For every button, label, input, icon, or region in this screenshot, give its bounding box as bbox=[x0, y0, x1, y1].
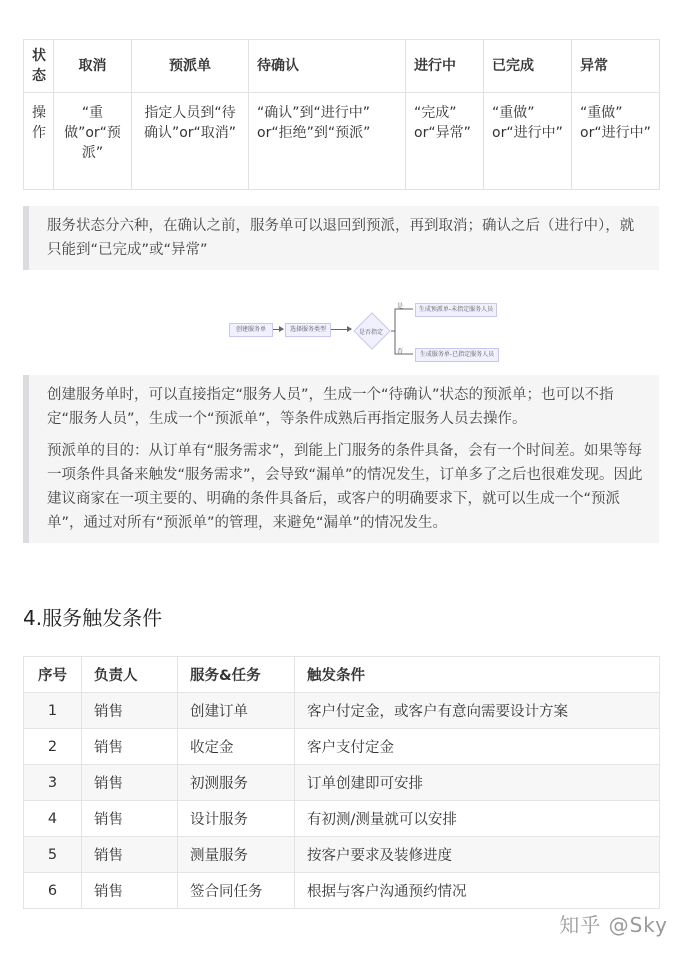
table-cell: 销售 bbox=[82, 801, 178, 837]
table-row bbox=[24, 693, 660, 729]
status-cell: “重做” or“进行中” bbox=[572, 93, 660, 190]
status-cell: “完成” or“异常” bbox=[406, 93, 484, 190]
header-cell: 负责人 bbox=[82, 657, 178, 693]
service-trigger-table bbox=[23, 656, 660, 909]
status-header-cell: 取消 bbox=[54, 40, 132, 93]
table-cell: 根据与客户沟通预约情况 bbox=[295, 873, 660, 909]
flow-no-label: 否 bbox=[397, 348, 404, 355]
table-cell: 创建订单 bbox=[178, 693, 295, 729]
table-cell: 销售 bbox=[82, 729, 178, 765]
flow-decision-label: 是否指定 bbox=[359, 329, 384, 336]
status-table-row bbox=[24, 93, 660, 190]
table-cell: 按客户要求及装修进度 bbox=[295, 837, 660, 873]
table-cell: 有初测/测量就可以安排 bbox=[295, 801, 660, 837]
table-cell: 客户付定金，或客户有意向需要设计方案 bbox=[295, 693, 660, 729]
table-cell: 收定金 bbox=[178, 729, 295, 765]
service-flow-diagram bbox=[201, 296, 501, 364]
header-cell: 服务&任务 bbox=[178, 657, 295, 693]
note-paragraph: 创建服务单时，可以直接指定“服务人员”，生成一个“待确认”状态的预派单；也可以不指定“服务人员”，生成一个“预派单”，等条件成熟后再指定服务人员去操作。 bbox=[47, 387, 614, 427]
table-row bbox=[24, 801, 660, 837]
table-cell: 6 bbox=[24, 873, 82, 909]
flow-step-node: 选择服务类型 bbox=[285, 323, 331, 337]
table-cell: 销售 bbox=[82, 693, 178, 729]
table-cell: 3 bbox=[24, 765, 82, 801]
flow-arrow bbox=[331, 329, 351, 330]
table-cell: 设计服务 bbox=[178, 801, 295, 837]
table-cell: 5 bbox=[24, 837, 82, 873]
section-title: 4.服务触发条件 bbox=[23, 606, 163, 630]
create-order-note bbox=[23, 375, 659, 543]
table-row bbox=[24, 873, 660, 909]
flow-arrow bbox=[273, 329, 283, 330]
header-cell: 序号 bbox=[24, 657, 82, 693]
flow-no-result-node: 生成服务单-已指定服务人员 bbox=[415, 348, 499, 362]
status-cell: “确认”到“进行中” or“拒绝”到“预派” bbox=[249, 93, 406, 190]
table-cell: 销售 bbox=[82, 765, 178, 801]
table-cell: 初测服务 bbox=[178, 765, 295, 801]
status-header-cell: 状态 bbox=[24, 40, 54, 93]
table-row bbox=[24, 765, 660, 801]
service-table-header-row bbox=[24, 657, 660, 693]
table-cell: 测量服务 bbox=[178, 837, 295, 873]
status-cell: 指定人员到“待确认”or“取消” bbox=[132, 93, 249, 190]
table-cell: 2 bbox=[24, 729, 82, 765]
watermark: 知乎 @Sky bbox=[559, 913, 668, 937]
status-header-cell: 进行中 bbox=[406, 40, 484, 93]
status-header-cell: 异常 bbox=[572, 40, 660, 93]
table-cell: 销售 bbox=[82, 837, 178, 873]
status-cell: 操作 bbox=[24, 93, 54, 190]
table-cell: 4 bbox=[24, 801, 82, 837]
table-row bbox=[24, 837, 660, 873]
header-cell: 触发条件 bbox=[295, 657, 660, 693]
status-header-cell: 已完成 bbox=[484, 40, 572, 93]
status-header-cell: 待确认 bbox=[249, 40, 406, 93]
table-cell: 订单创建即可安排 bbox=[295, 765, 660, 801]
status-cell: “重做”or“预派” bbox=[54, 93, 132, 190]
table-cell: 签合同任务 bbox=[178, 873, 295, 909]
table-row bbox=[24, 729, 660, 765]
status-cell: “重做” or“进行中” bbox=[484, 93, 572, 190]
table-cell: 客户支付定金 bbox=[295, 729, 660, 765]
status-note bbox=[23, 206, 659, 270]
table-cell: 1 bbox=[24, 693, 82, 729]
table-cell: 销售 bbox=[82, 873, 178, 909]
flow-yes-label: 是 bbox=[397, 303, 404, 310]
note-paragraph: 预派单的目的：从订单有“服务需求”，到能上门服务的条件具备，会有一个时间差。如果等每一项条件具备来触发“服务需求”，会导致“漏单”的情况发生，订单多了之后也很难发现。因此建议商家在一项主要的、明确的条件具备后，或客户的明确要求下，就可以生成一个“预派单”，通过对所有“预派单”的管理，来避免“漏单”的情况发生。 bbox=[47, 443, 643, 531]
status-table-header-row bbox=[24, 40, 660, 93]
status-table bbox=[23, 39, 660, 190]
flow-yes-result-node: 生成预派单-未指定服务人员 bbox=[415, 303, 497, 317]
flow-start-node: 创建服务单 bbox=[229, 323, 273, 337]
status-header-cell: 预派单 bbox=[132, 40, 249, 93]
status-note-text: 服务状态分六种，在确认之前，服务单可以退回到预派，再到取消；确认之后（进行中），就只能到“已完成”或“异常” bbox=[47, 218, 635, 258]
